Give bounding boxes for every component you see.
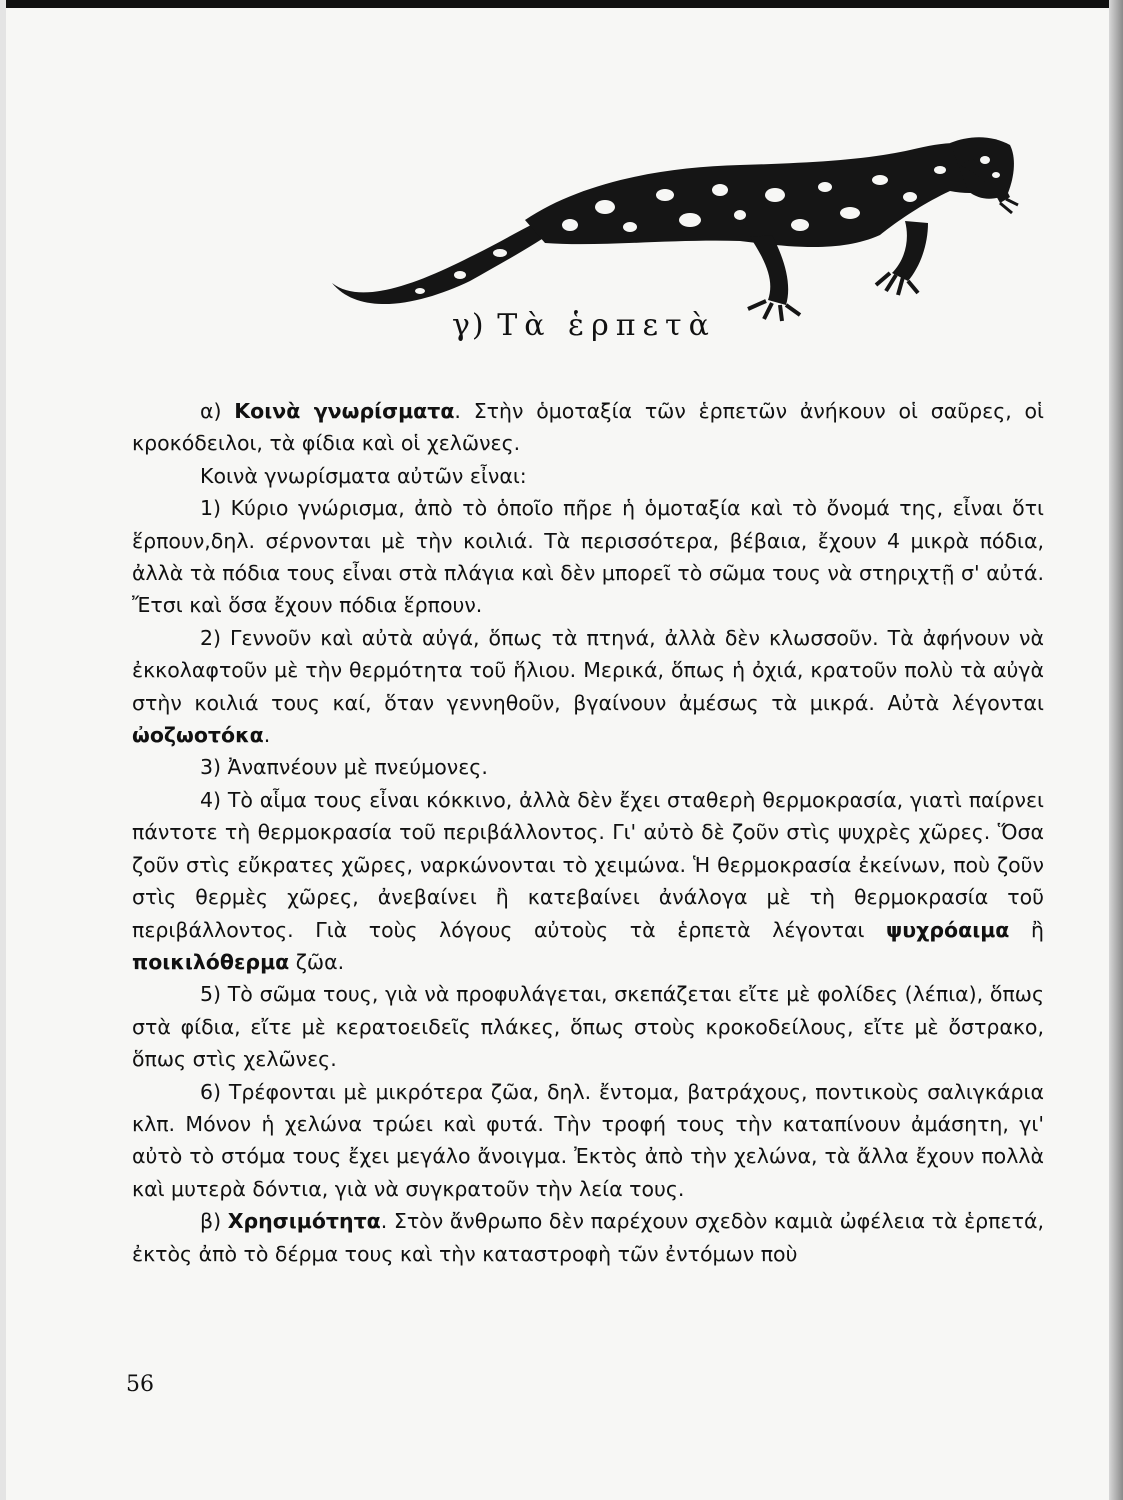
paragraph-b-heading: Χρησιμότητα — [227, 1209, 381, 1234]
feature-item-3: 3) Ἀναπνέουν μὲ πνεύμονες. — [200, 755, 488, 780]
term-ovoviviparous: ὠοζωοτόκα — [132, 723, 264, 748]
term-poikilothermic: ποικιλόθερμα — [132, 949, 290, 974]
feature-item-2 — [132, 622, 1044, 752]
page-number: 56 — [126, 1372, 154, 1397]
feature-item-6: 6) Τρέφονται μὲ μικρότερα ζῶα, δηλ. ἔντομα, βατράχους, ποντικοὺς σαλιγκάρια κλπ. Μόνον ἡ χελώνα τρώει καὶ φυτά. Τὴν τροφή τους τὴν καταπίνουν ἀμάσητη, γι' αὐτὸ τὸ στόμα τους ἔχει μεγάλο ἄνοιγμα. Ἐκτὸς ἀπὸ τὴν χελώνα, τὰ ἄλλα ἔχουν πολλὰ καὶ μυτερὰ δόντια, γιὰ νὰ συγκρατοῦν τὴν λεία τους. — [132, 1079, 1044, 1201]
term-cold-blooded: ψυχρόαιμα — [886, 917, 1010, 942]
feature-item-4-or: ἢ — [1009, 917, 1044, 942]
page-binding-shadow — [1109, 0, 1123, 1500]
paragraph-b-marker: β) — [200, 1209, 222, 1234]
section-heading-prefix: γ) — [452, 308, 486, 343]
paragraph-a-text: . Στὴν ὁμοταξία τῶν ἑρπετῶν ἀνήκουν οἱ σαῦρες, οἱ κροκόδειλοι, τὰ φίδια καὶ οἱ χελῶνες. — [132, 399, 1044, 456]
page-top-edge — [0, 0, 1123, 8]
feature-item-2-text: 2) Γεννοῦν καὶ αὐτὰ αὐγά, ὅπως τὰ πτηνά, ἀλλὰ δὲν κλωσσοῦν. Τὰ ἀφήνουν νὰ ἐκκολαφτοῦν μὲ τὴν θερμότητα τοῦ ἥλιου. Μερικά, ὅπως ἡ ὀχιά, κρατοῦν πολὺ τὰ αὐγὰ στὴν κοιλιά τους καί, ὅταν γεννηθοῦν, βγαίνουν ἀμέσως τὰ μικρά. Αὐτὰ λέγονται — [132, 625, 1044, 715]
paragraph-usefulness — [132, 1205, 1044, 1270]
paragraph-a-heading: Κοινὰ γνωρίσματα — [234, 399, 455, 423]
features-intro: Κοινὰ γνωρίσματα αὐτῶν εἶναι: — [200, 463, 527, 488]
paragraph-b-text: . Στὸν ἄνθρωπο δὲν παρέχουν σχεδὸν καμιὰ ὠφέλεια τὰ ἑρπετά, ἐκτὸς ἀπὸ τὸ δέρμα τους καὶ τὴν καταστροφὴ τῶν ἐντόμων ποὺ — [132, 1209, 1044, 1266]
body-text — [132, 395, 1044, 1270]
feature-item-5: 5) Τὸ σῶμα τους, γιὰ νὰ προφυλάγεται, σκεπάζεται εἴτε μὲ φολίδες (λέπια), ὅπως στὰ φίδια, εἴτε μὲ κερατοειδεῖς πλάκες, ὅπως στοὺς κροκοδείλους, εἴτε μὲ ὄστρακο, ὅπως στὶς χελῶνες. — [132, 982, 1044, 1072]
feature-item-1: 1) Κύριο γνώρισμα, ἀπὸ τὸ ὁποῖο πῆρε ἡ ὁμοταξία καὶ τὸ ὄνομά της, εἶναι ὅτι ἕρπουν,δηλ. σέρνονται μὲ τὴν κοιλιά. Τὰ περισσότερα, βέβαια, ἔχουν 4 μικρὰ πόδια, ἀλλὰ τὰ πόδια τους εἶναι στὰ πλάγια καὶ δὲν μπορεῖ τὸ σῶμα τους νὰ στηριχτῇ σ' αὐτά. Ἔτσι καὶ ὅσα ἔχουν πόδια ἕρπουν. — [132, 496, 1044, 618]
section-heading — [452, 308, 716, 343]
section-heading-title: Τὰ ἑρπετὰ — [497, 308, 716, 343]
feature-item-4 — [132, 784, 1044, 978]
feature-item-4-end: ζῶα. — [289, 949, 345, 974]
feature-item-2-end: . — [263, 723, 271, 748]
paragraph-common-features — [132, 395, 1044, 460]
paragraph-a-marker: α) — [200, 399, 222, 423]
lizard-icon — [320, 135, 1020, 325]
feature-item-4-text: 4) Τὸ αἷμα τους εἶναι κόκκινο, ἀλλὰ δὲν ἔχει σταθερὴ θερμοκρασία, γιατὶ παίρνει πάντοτε τὴ θερμοκρασία τοῦ περιβάλλοντος. Γι' αὐτὸ δὲ ζοῦν στὶς ψυχρὲς χῶρες. Ὅσα ζοῦν στὶς εὔκρατες χῶρες, ναρκώνονται τὸ χειμώνα. Ἡ θερμοκρασία ἐκείνων, ποὺ ζοῦν στὶς θερμὲς χῶρες, ἀνεβαίνει ἢ κατεβαίνει ἀνάλογα μὲ τὴ θερμοκρασία τοῦ περιβάλλοντος. Γιὰ τοὺς λόγους αὐτοὺς τὰ ἑρπετὰ λέγονται — [132, 787, 1044, 942]
page-left-edge — [0, 0, 6, 1500]
